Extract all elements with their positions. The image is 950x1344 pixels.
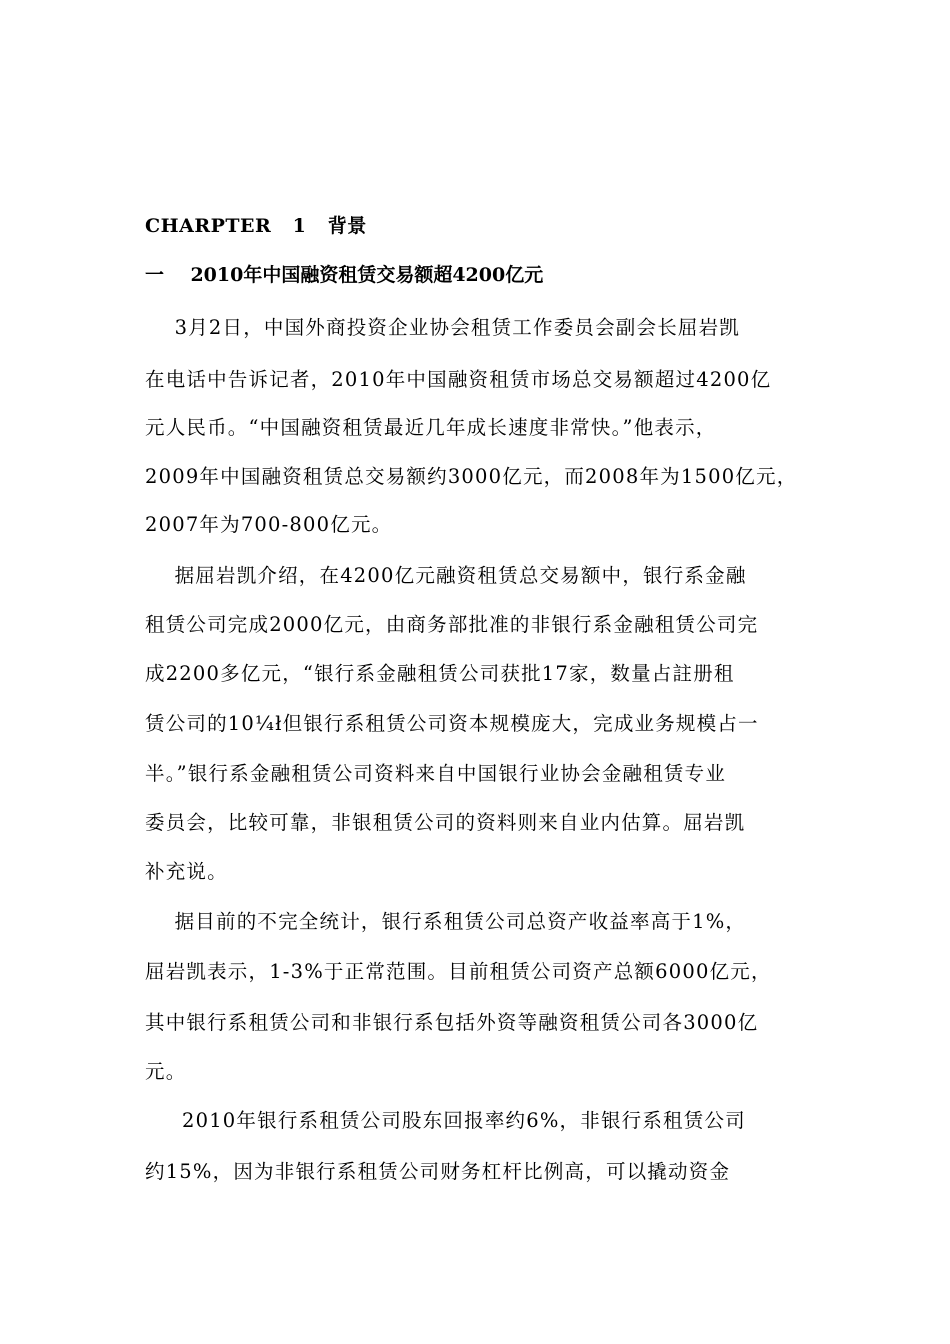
paragraph-line: 元人民币。“中国融资租赁最近几年成长速度非常快。”他表示， <box>145 416 717 439</box>
paragraph-line: 半。”银行系金融租赁公司资料来自中国银行业协会金融租赁专业 <box>145 762 727 785</box>
paragraph-line: 委员会，比较可靠，非银租赁公司的资料则来自业内估算。屈岩凯 <box>145 811 746 834</box>
paragraph-line: 2009年中国融资租赁总交易额约3000亿元，而2008年为1500亿元， <box>145 465 798 488</box>
paragraph-line: 据目前的不完全统计，银行系租赁公司总资产收益率高于1%， <box>145 910 747 933</box>
paragraph-line: 2007年为700-800亿元。 <box>145 513 393 536</box>
paragraph-line: 成2200多亿元，“银行系金融租赁公司获批17家，数量占註册租 <box>145 662 735 685</box>
paragraph-line: 元。 <box>145 1060 187 1083</box>
chapter-heading: CHARPTER 1 背景 <box>145 215 367 237</box>
paragraph-line: 约15%，因为非银行系租赁公司财务杠杆比例高，可以撬动资金 <box>145 1160 731 1183</box>
paragraph-line: 据屈岩凯介绍，在4200亿元融资租赁总交易额中，银行系金融 <box>145 564 747 587</box>
paragraph-line: 3月2日，中国外商投资企业协会租赁工作委员会副会长屈岩凯 <box>145 316 741 339</box>
section-heading: 一 2010年中国融资租赁交易额超4200亿元 <box>145 264 544 286</box>
paragraph-line: 租赁公司完成2000亿元，由商务部批准的非银行系金融租赁公司完 <box>145 613 759 636</box>
paragraph-line: 补充说。 <box>145 860 228 883</box>
paragraph-line: 2010年银行系租赁公司股东回报率约6%，非银行系租赁公司 <box>145 1109 746 1132</box>
paragraph-line: 其中银行系租赁公司和非银行系包括外资等融资租赁公司各3000亿 <box>145 1011 759 1034</box>
paragraph-line: 屈岩凯表示，1-3%于正常范围。目前租赁公司资产总额6000亿元， <box>145 960 772 983</box>
paragraph-line: 赁公司的10¼ł但银行系租赁公司资本规模庞大，完成业务规模占一 <box>145 712 759 735</box>
paragraph-line: 在电话中告诉记者，2010年中国融资租赁市场总交易额超过4200亿 <box>145 368 772 391</box>
